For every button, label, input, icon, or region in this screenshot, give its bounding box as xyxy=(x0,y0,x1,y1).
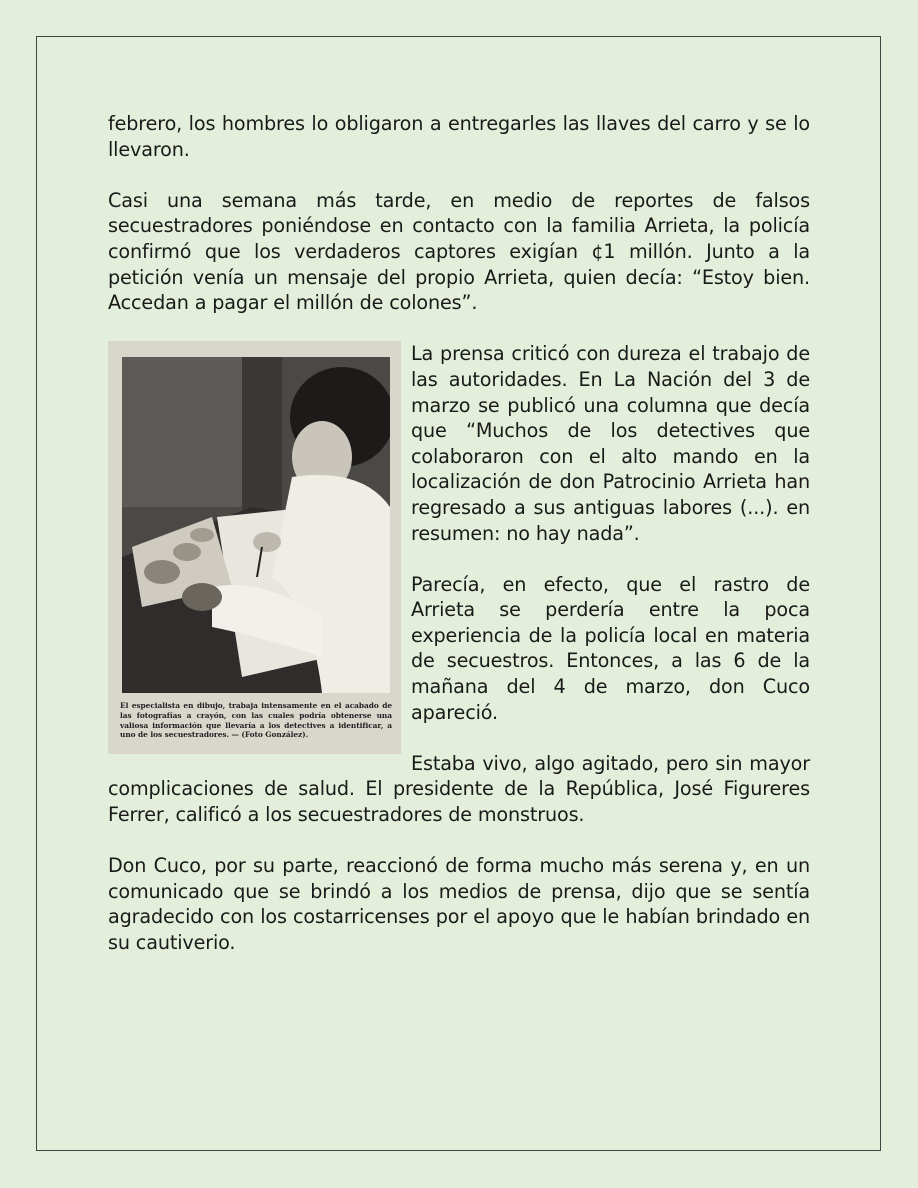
paragraph-4: Parecía, en efecto, que el rastro de Arrieta se perdería entre la poca experiencia de la policía local en materia de secuestros. Entonces, a las 6 de la mañana del 4 de marzo, don Cuco apareció. xyxy=(411,572,810,724)
paragraph-6: Don Cuco, por su parte, reaccionó de forma mucho más serena y, en un comunicado que se brindó a los medios de prensa, dijo que se sentía agradecido con los costarricenses por el apoyo que le habían brindado en su cautiverio. xyxy=(108,854,810,954)
newspaper-clipping xyxy=(108,341,401,754)
paragraph-5: Estaba vivo, algo agitado, pero sin mayor complicaciones de salud. El presidente de la República, José Figureres Ferrer, calificó a los secuestradores de monstruos. xyxy=(108,751,810,827)
paragraph-1: febrero, los hombres lo obligaron a entregarles las llaves del carro y se lo llevaron. xyxy=(108,112,810,161)
photo-caption: El especialista en dibujo, trabaja intensamente en el acabado de las fotografías a crayón, con las cuales podría obtenerse una valiosa información que llevaría a los detectives a identificar, a uno de los secuestradores. — (Foto González). xyxy=(120,701,392,740)
paragraph-2: Casi una semana más tarde, en medio de reportes de falsos secuestradores poniéndose en contacto con la familia Arrieta, la policía confirmó que los verdaderos captores exigían ¢1 millón. Junto a la petición venía un mensaje del propio Arrieta, quien decía: “Estoy bien. Accedan a pagar el millón de colones”. xyxy=(108,188,810,315)
photo-illustration xyxy=(122,357,390,693)
archival-photo xyxy=(122,357,390,693)
paragraph-3: La prensa criticó con dureza el trabajo de las autoridades. En La Nación del 3 de marzo se publicó una columna que decía que “Muchos de los detectives que colaboraron con el alto mando en la localización de don Patrocinio Arrieta han regresado a sus antiguas labores (...). en resumen: no hay nada”. xyxy=(411,342,810,545)
article-body xyxy=(108,111,810,981)
figure-and-text xyxy=(108,341,810,827)
